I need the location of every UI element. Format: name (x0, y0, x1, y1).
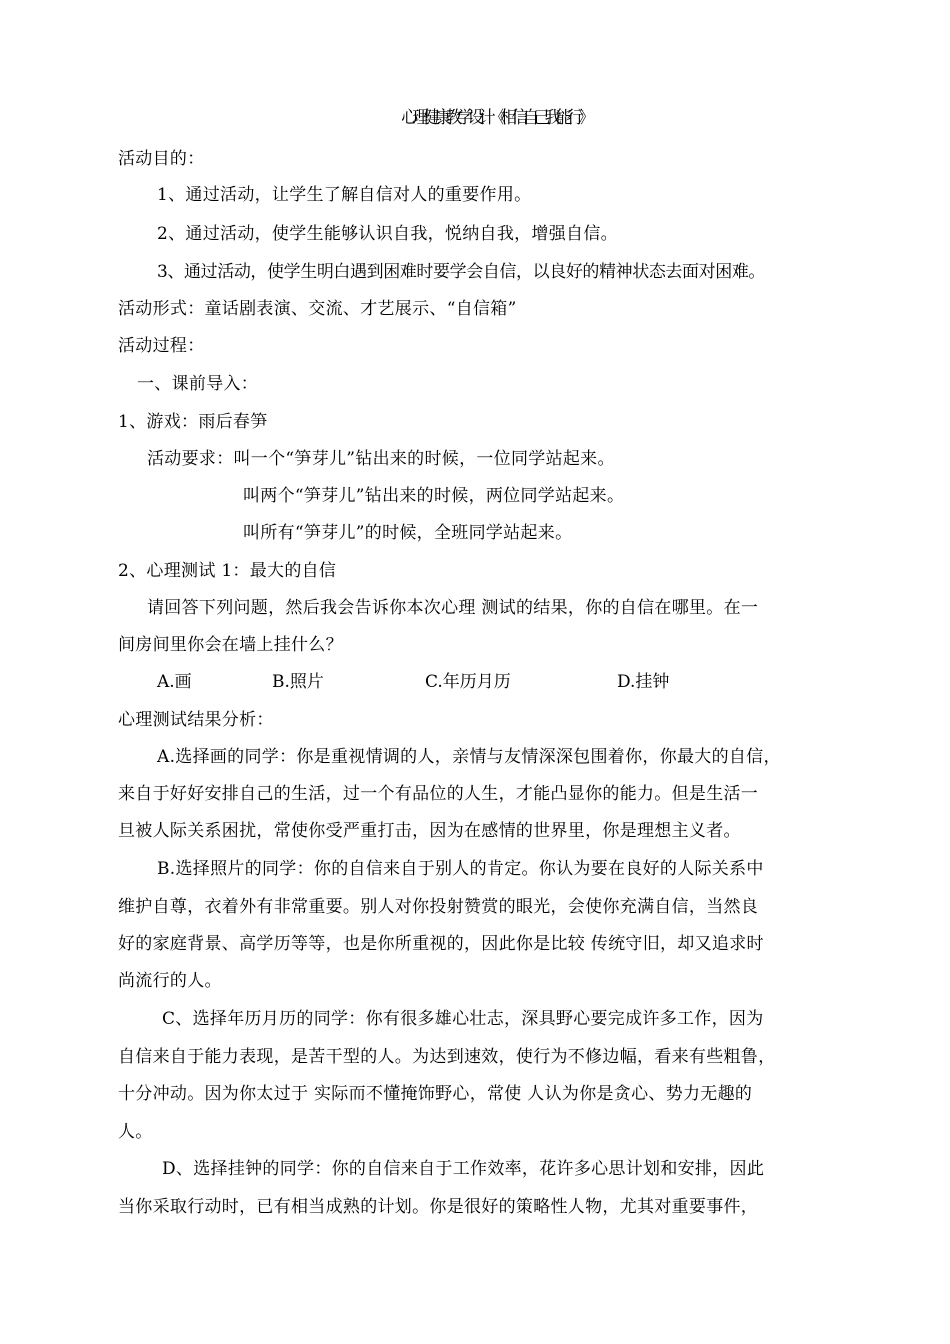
test-title: 2、心理测试 1：最大的自信 (118, 561, 337, 581)
analysis-b-line-4: 尚流行的人。 (118, 971, 222, 991)
question-line-1: 请回答下列问题，然后我会告诉你本次心理 测试的结果，你的自信在哪里。在一 (147, 598, 759, 618)
analysis-d-line-1: D、选择挂钟的同学：你的自信来自于工作效率，花许多心思计划和安排，因此 (162, 1159, 765, 1179)
section-intro-heading: 一、课前导入： (137, 374, 259, 394)
option-c: C.年历月历 (425, 672, 511, 692)
process-heading: 活动过程： (118, 336, 205, 356)
activity-form: 活动形式：童话剧表演、交流、才艺展示、“自信箱” (118, 299, 517, 319)
analysis-a-line-2: 来自于好好安排自己的生活，过一个有品位的人生，才能凸显你的能力。但是生活一 (118, 784, 759, 804)
analysis-c-line-1: C、选择年历月历的同学：你有很多雄心壮志，深具野心要完成许多工作，因为 (162, 1009, 764, 1029)
analysis-c-line-2: 自信来自于能力表现，是苦干型的人。为达到速效，使行为不修边幅，看来有些粗鲁， (118, 1047, 776, 1067)
question-line-2: 间房间里你会在墙上挂什么？ (118, 635, 343, 655)
option-a: A.画 (157, 672, 192, 692)
requirement-line-3: 叫所有“笋芽儿”的时候，全班同学站起来。 (243, 523, 573, 543)
analysis-b-line-3: 好的家庭背景、高学历等等，也是你所重视的，因此你是比较 传统守旧，却又追求时 (118, 934, 764, 954)
document-title: 心理健康教学设计 《相信自己我能行》 (401, 108, 589, 128)
analysis-c-line-4: 人。 (118, 1122, 153, 1142)
analysis-a-line-3: 旦被人际关系困扰，常使你受严重打击，因为在感情的世界里，你是理想主义者。 (118, 821, 741, 841)
analysis-c-line-3: 十分冲动。因为你太过于 实际而不懂掩饰野心，常使 人认为你是贪心、势力无趣的 (118, 1084, 753, 1104)
purpose-heading: 活动目的： (118, 149, 205, 169)
purpose-item-2: 2、通过活动，使学生能够认识自我，悦纳自我，增强自信。 (157, 224, 618, 244)
requirement-line-1: 活动要求：叫一个“笋芽儿”钻出来的时候，一位同学站起来。 (147, 449, 615, 469)
game-title: 1、游戏：雨后春笋 (118, 412, 268, 432)
purpose-item-3: 3、通过活动，使学生明白遇到困难时要学会自信，以良好的精神状态去面对困难。 (157, 262, 766, 282)
requirement-line-2: 叫两个“笋芽儿”钻出来的时候，两位同学站起来。 (243, 486, 625, 506)
purpose-item-1: 1、通过活动，让学生了解自信对人的重要作用。 (157, 185, 532, 205)
option-d: D.挂钟 (617, 672, 670, 692)
analysis-a-line-1: A.选择画的同学：你是重视情调的人，亲情与友情深深包围着你，你最大的自信， (157, 747, 781, 767)
analysis-d-line-2: 当你采取行动时，已有相当成熟的计划。你是很好的策略性人物，尤其对重要事件， (118, 1197, 759, 1217)
analysis-heading: 心理测试结果分析： (118, 710, 274, 730)
analysis-b-line-1: B.选择照片的同学：你的自信来自于别人的肯定。你认为要在良好的人际关系中 (157, 859, 764, 879)
option-b: B.照片 (272, 672, 324, 692)
analysis-b-line-2: 维护自尊，衣着外有非常重要。别人对你投射赞赏的眼光，会使你充满自信，当然良 (118, 897, 759, 917)
